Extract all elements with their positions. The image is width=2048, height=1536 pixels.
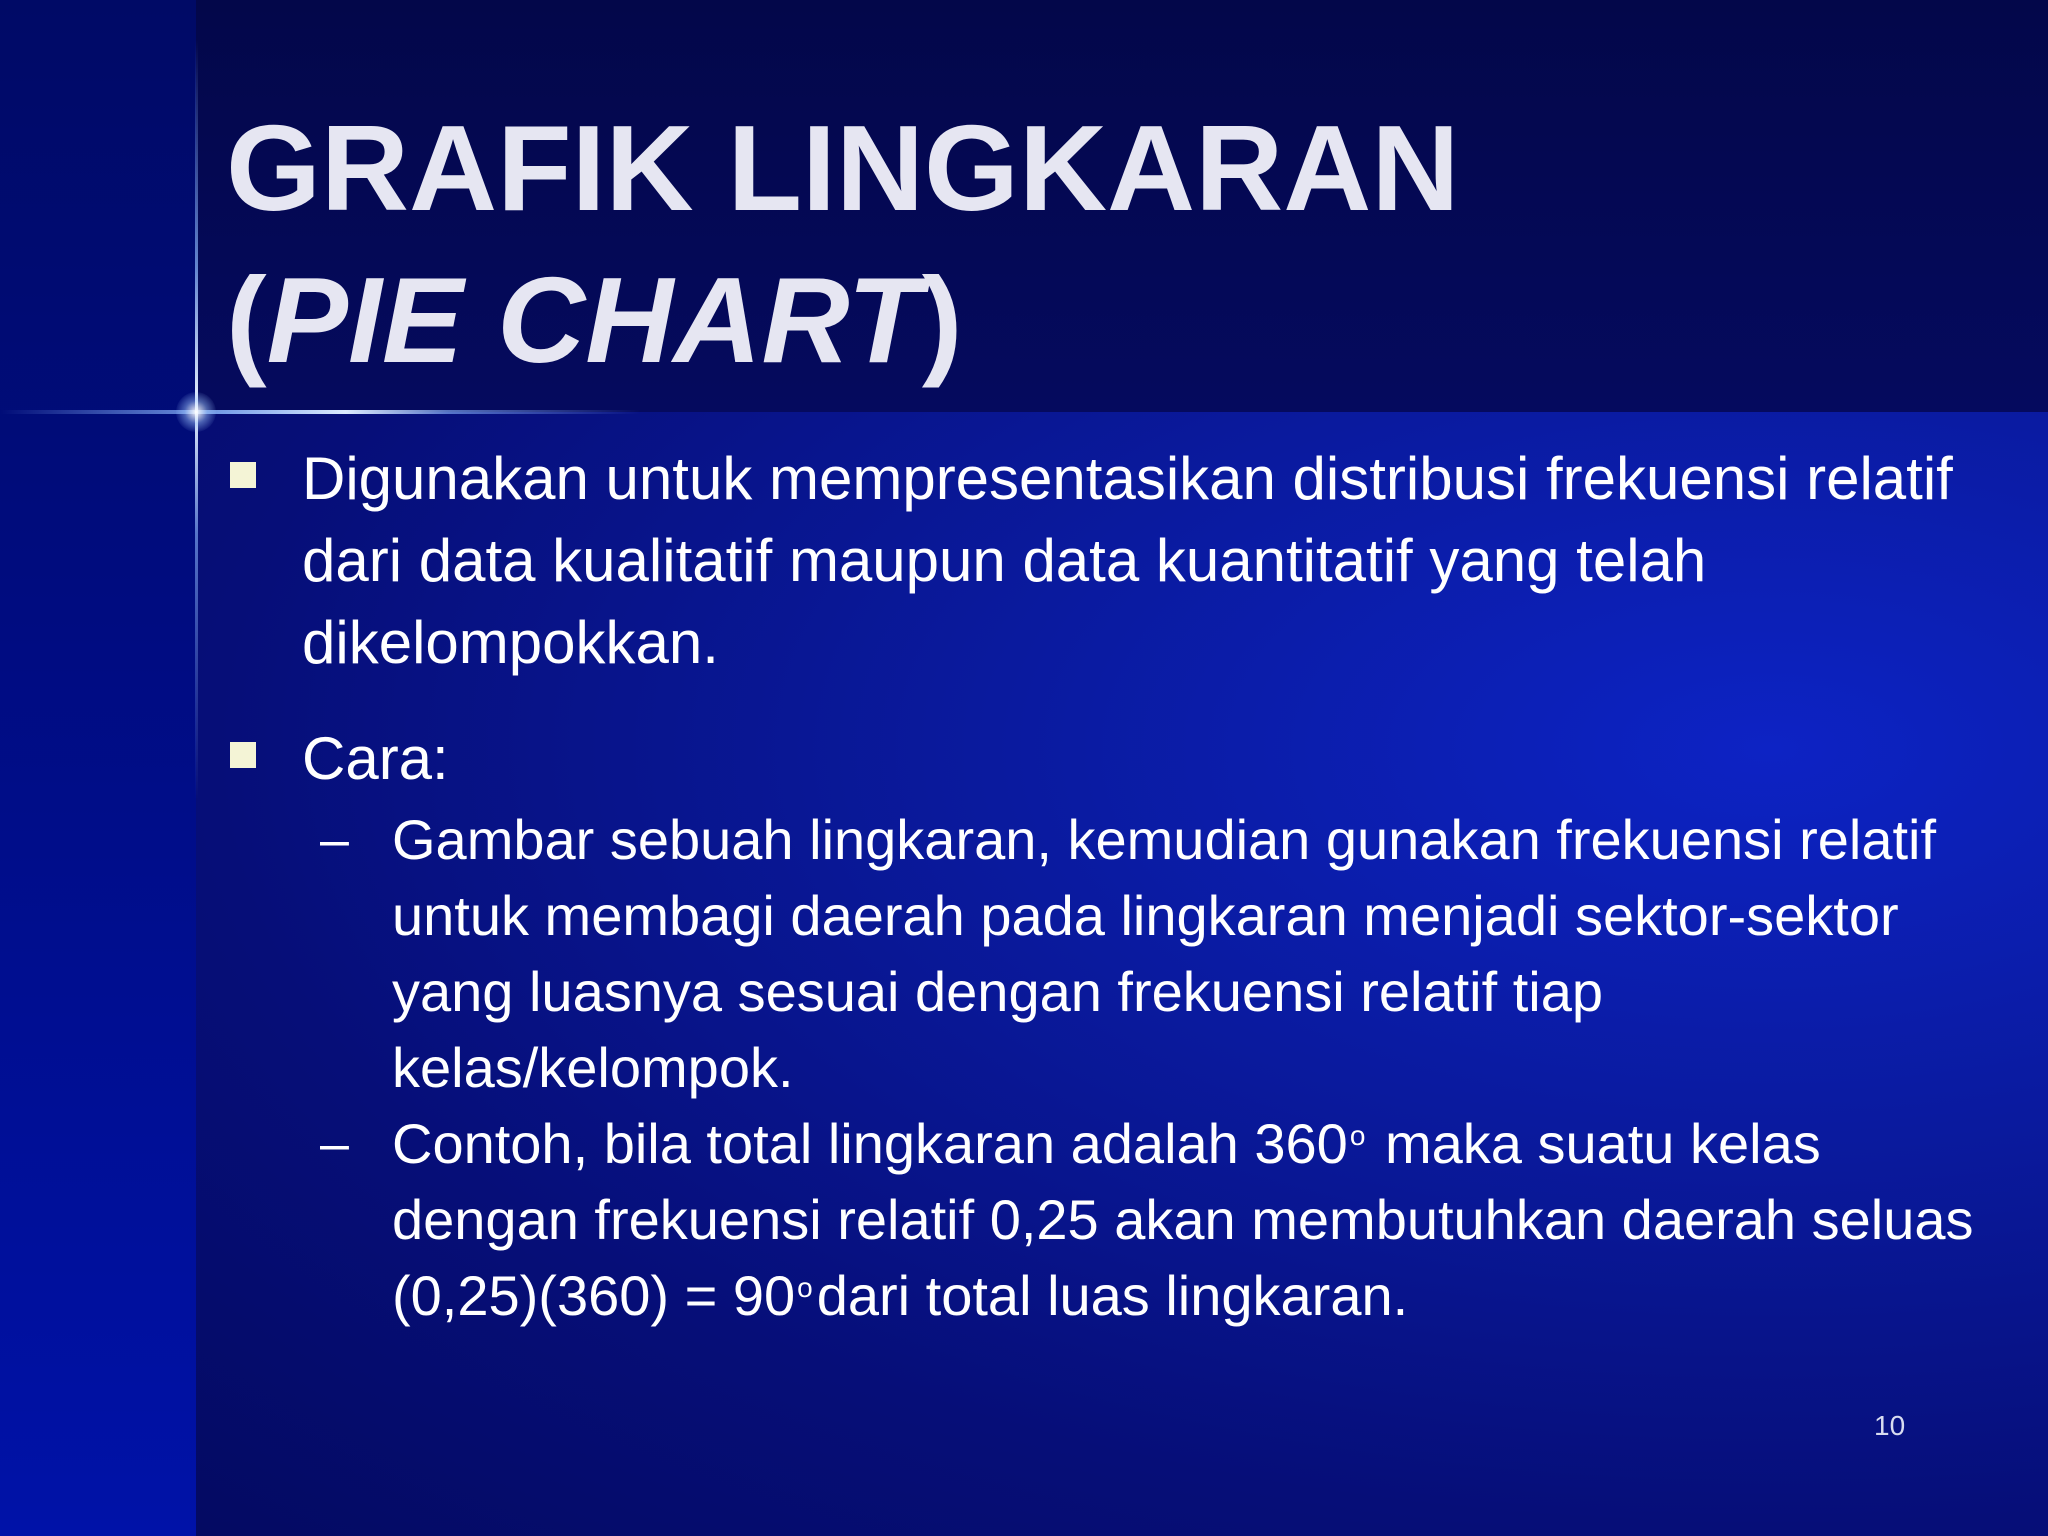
square-bullet-icon (230, 462, 256, 488)
dash-bullet-icon: – (320, 1115, 349, 1173)
left-background-band (0, 0, 196, 1536)
title-line-2 (226, 244, 1986, 396)
horizontal-light-flare (0, 410, 640, 414)
page-number: 10 (1874, 1410, 1906, 1441)
degree-symbol: o (1349, 1120, 1366, 1151)
sub-bullet-item (226, 1106, 2006, 1334)
example-text-part-2: maka suatu kelas dengan frekuensi relatif 0,25 akan membutuhkan daerah seluas (0,25)(360) = 90 (392, 1112, 1974, 1327)
sub-bullet-text: Gambar sebuah lingkaran, kemudian gunakan frekuensi relatif untuk membagi daerah pada lingkaran menjadi sektor-sektor yang luasnya sesuai dengan frekuensi relatif tiap kelas/kelompok. (392, 808, 1937, 1099)
bullet-item-method (226, 718, 2006, 1334)
bullet-item-definition (226, 438, 2006, 684)
dash-bullet-icon: – (320, 811, 349, 869)
slide-content (226, 438, 2006, 1334)
example-text-part-1: Contoh, bila total lingkaran adalah 360 (392, 1112, 1348, 1175)
title-open-paren: ( (226, 252, 267, 388)
sub-bullet-list (302, 802, 2006, 1334)
title-italic-text: PIE CHART (266, 252, 922, 388)
sub-bullet-text (392, 1106, 2006, 1334)
bullet-text: Cara: (302, 725, 449, 792)
example-text-part-3: dari total luas lingkaran. (816, 1264, 1409, 1327)
light-flare-glow (176, 392, 216, 432)
square-bullet-icon (230, 742, 256, 768)
slide-title (226, 92, 1986, 396)
title-line-1: GRAFIK LINGKARAN (226, 100, 1460, 236)
bullet-text: Digunakan untuk mempresentasikan distribusi frekuensi relatif dari data kualitatif maupun data kuantitatif yang telah dikelompokkan. (302, 445, 1953, 676)
sub-bullet-item (226, 802, 2006, 1106)
degree-symbol: o (797, 1272, 813, 1303)
title-close-paren: ) (921, 252, 963, 388)
